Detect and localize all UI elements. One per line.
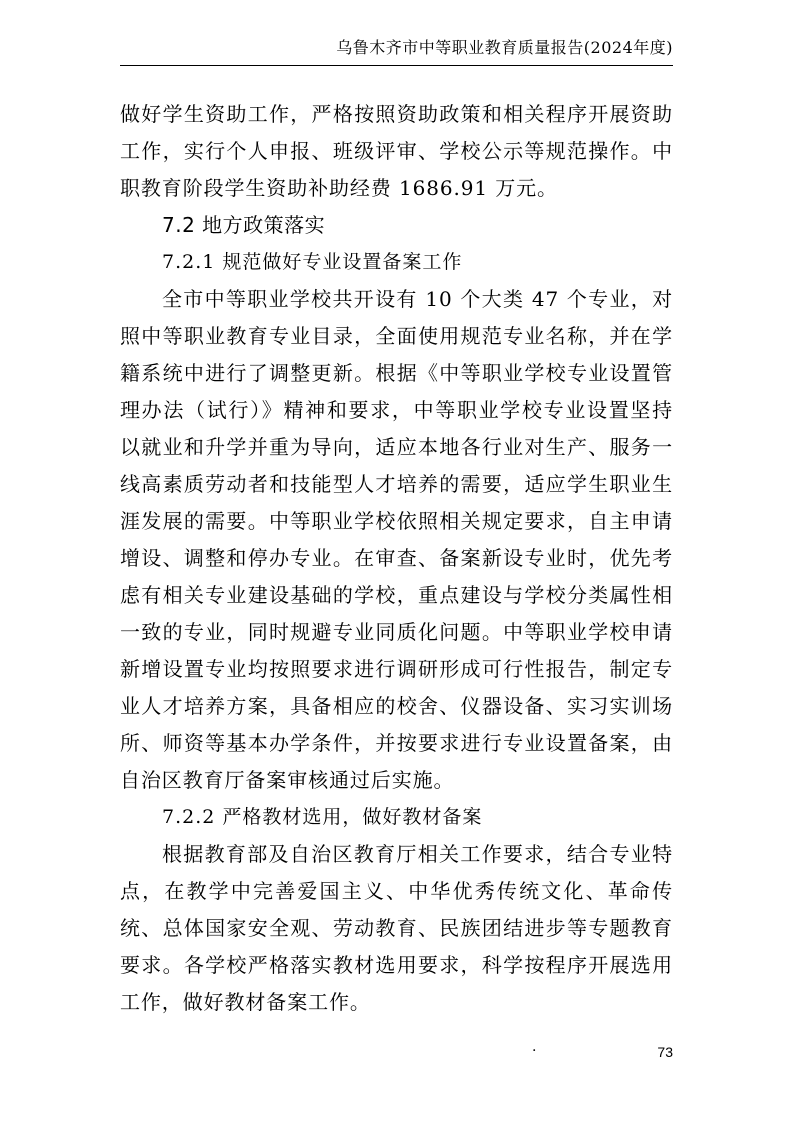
- footer-dot: ·: [532, 1043, 537, 1059]
- subsection-heading-7-2-1: 7.2.1 规范做好专业设置备案工作: [162, 251, 463, 273]
- paragraph-textbook-selection: 根据教育部及自治区教育厅相关工作要求，结合专业特点，在教学中完善爱国主义、中华优秀传统文化、革命传统、总体国家安全观、劳动教育、民族团结进步等专题教育要求。各学校严格落实教材选用要求，科学按程序开展选用工作，做好教材备案工作。: [120, 842, 673, 1014]
- section-heading-7-2: 7.2 地方政策落实: [162, 213, 326, 237]
- page-number: 73: [657, 1044, 673, 1060]
- header-divider: [120, 65, 673, 66]
- subsection-heading-7-2-2: 7.2.2 严格教材选用，做好教材备案: [162, 806, 483, 828]
- paragraph-major-filing: 全市中等职业学校共开设有 10 个大类 47 个专业，对照中等职业教育专业目录，全面使用规范专业名称，并在学籍系统中进行了调整更新。根据《中等职业学校专业设置管理办法（试行）》精神和要求，中等职业学校专业设置坚持以就业和升学并重为导向，适应本地各行业对生产、服务一线高素质劳动者和技能型人才培养的需要，适应学生职业生涯发展的需要。中等职业学校依照相关规定要求，自主申请增设、调整和停办专业。在审查、备案新设专业时，优先考虑有相关专业建设基础的学校，重点建设与学校分类属性相一致的专业，同时规避专业同质化问题。中等职业学校申请新增设置专业均按照要求进行调研形成可行性报告，制定专业人才培养方案，具备相应的校舍、仪器设备、实习实训场所、师资等基本办学条件，并按要求进行专业设置备案，由自治区教育厅备案审核通过后实施。: [120, 287, 673, 792]
- page-body: [120, 96, 673, 1021]
- paragraph-student-aid: 做好学生资助工作，严格按照资助政策和相关程序开展资助工作，实行个人申报、班级评审、学校公示等规范操作。中职教育阶段学生资助补助经费 1686.91 万元。: [120, 102, 673, 200]
- running-header: 乌鲁木齐市中等职业教育质量报告(2024年度): [336, 38, 673, 57]
